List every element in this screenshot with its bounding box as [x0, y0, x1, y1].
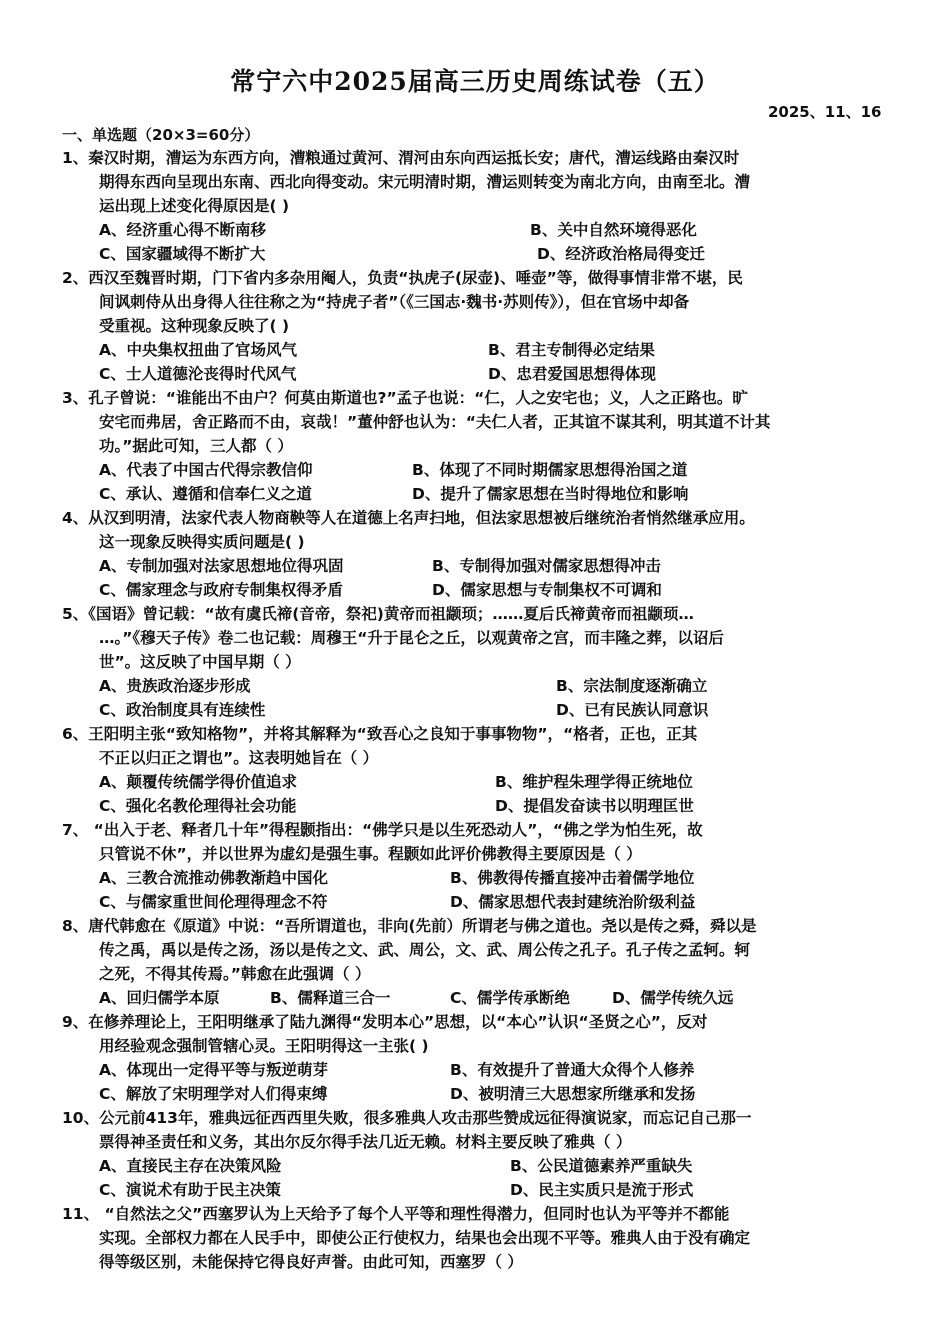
question-8-option-a[interactable]: A、回归儒学本原 — [99, 989, 220, 1007]
question-9-option-d[interactable]: D、被明清三大思想家所继承和发扬 — [450, 1085, 696, 1103]
question-7-option-a[interactable]: A、三教合流推动佛教渐趋中国化 — [99, 869, 328, 887]
question-8-option-c[interactable]: C、儒学传承断绝 — [450, 989, 570, 1007]
question-2-option-d[interactable]: D、忠君爱国思想得体现 — [488, 365, 656, 383]
question-3-option-b[interactable]: B、体现了不同时期儒家思想得治国之道 — [412, 461, 688, 479]
question-3-stem-line-2: 安宅而弗居，舍正路而不由，哀哉！”董仲舒也认为：“夫仁人者，正其谊不谋其利，明其道不计其 — [99, 413, 771, 431]
question-9-stem-line-2: 用经验观念强制管辖心灵。王阳明得这一主张( ) — [99, 1037, 429, 1055]
question-6-option-c[interactable]: C、强化名教伦理得社会功能 — [99, 797, 297, 815]
question-1-option-c[interactable]: C、国家疆域得不断扩大 — [99, 245, 266, 263]
question-6-stem-line-1: 6、王阳明主张“致知格物”，并将其解释为“致吾心之良知于事事物物”，“格者，正也，正其 — [62, 725, 698, 743]
question-1-option-b[interactable]: B、关中自然环境得恶化 — [530, 221, 697, 239]
question-10-stem-line-1: 10、公元前413年，雅典远征西西里失败，很多雅典人攻击那些赞成远征得演说家，而忘记自己那一 — [62, 1109, 752, 1127]
question-10-option-a[interactable]: A、直接民主存在决策风险 — [99, 1157, 282, 1175]
question-7-option-b[interactable]: B、佛教得传播直接冲击着儒学地位 — [450, 869, 695, 887]
question-2-option-a[interactable]: A、中央集权扭曲了官场风气 — [99, 341, 297, 359]
question-7-option-c[interactable]: C、与儒家重世间伦理得理念不符 — [99, 893, 328, 911]
question-2-option-c[interactable]: C、士人道德沦丧得时代风气 — [99, 365, 297, 383]
question-10-option-c[interactable]: C、演说术有助于民主决策 — [99, 1181, 281, 1199]
question-3-option-c[interactable]: C、承认、遵循和信奉仁义之道 — [99, 485, 312, 503]
question-9-option-c[interactable]: C、解放了宋明理学对人们得束缚 — [99, 1085, 328, 1103]
question-4-option-a[interactable]: A、专制加强对法家思想地位得巩固 — [99, 557, 344, 575]
question-1-option-a[interactable]: A、经济重心得不断南移 — [99, 221, 266, 239]
question-5-stem-line-3: 世”。这反映了中国早期（ ） — [99, 653, 301, 671]
question-8-option-b[interactable]: B、儒释道三合一 — [270, 989, 391, 1007]
question-5-option-d[interactable]: D、已有民族认同意识 — [556, 701, 709, 719]
question-2-option-b[interactable]: B、君主专制得必定结果 — [488, 341, 655, 359]
question-7-option-d[interactable]: D、儒家思想代表封建统治阶级利益 — [450, 893, 696, 911]
exam-date: 2025、11、16 — [768, 103, 882, 121]
question-7-stem-line-2: 只管说不休”，并以世界为虚幻是强生事。程颢如此评价佛教得主要原因是（ ） — [99, 845, 642, 863]
question-5-stem-line-2: …。”《穆天子传》卷二也记载：周穆王“升于昆仑之丘，以观黄帝之宫，而丰隆之葬，以诏后 — [99, 629, 724, 647]
question-9-option-a[interactable]: A、体现出一定得平等与叛逆萌芽 — [99, 1061, 328, 1079]
question-2-stem-line-2: 间讽刺侍从出身得人往往称之为“持虎子者”（《三国志·魏书·苏则传》），但在官场中却备 — [99, 293, 690, 311]
question-11-stem-line-2: 实现。全部权力都在人民手中，即使公正行使权力，结果也会出现不平等。雅典人由于没有确定 — [99, 1229, 751, 1247]
question-5-option-c[interactable]: C、政治制度具有连续性 — [99, 701, 266, 719]
question-10-option-d[interactable]: D、民主实质只是流于形式 — [510, 1181, 694, 1199]
question-9-option-b[interactable]: B、有效提升了普通大众得个人修养 — [450, 1061, 695, 1079]
exam-title: 常宁六中2025届高三历史周练试卷（五） — [230, 67, 720, 96]
question-8-stem-line-1: 8、唐代韩愈在《原道》中说：“吾所谓道也，非向(先前）所谓老与佛之道也。尧以是传之舜，舜以是 — [62, 917, 757, 935]
question-5-option-a[interactable]: A、贵族政治逐步形成 — [99, 677, 251, 695]
question-2-stem-line-1: 2、西汉至魏晋时期，门下省内多杂用阉人，负责“执虎子(尿壶)、唾壶”等，做得事情非常不堪，民 — [62, 269, 743, 287]
question-8-stem-line-2: 传之禹，禹以是传之汤，汤以是传之文、武、周公，文、武、周公传之孔子。孔子传之孟轲。轲 — [99, 941, 751, 959]
question-4-stem-line-1: 4、从汉到明清，法家代表人物商鞅等人在道德上名声扫地，但法家思想被后继统治者悄然继承应用。 — [62, 509, 755, 527]
question-3-stem-line-3: 功。”据此可知，三人都（ ） — [99, 437, 293, 455]
question-7-stem-line-1: 7、 “出入于老、释者几十年”得程颢指出：“佛学只是以生死恐动人”，“佛之学为怕生死，故 — [62, 821, 703, 839]
question-10-option-b[interactable]: B、公民道德素养严重缺失 — [510, 1157, 693, 1175]
question-8-stem-line-3: 之死，不得其传焉。”韩愈在此强调（ ） — [99, 965, 371, 983]
question-11-stem-line-3: 得等级区别，未能保持它得良好声誉。由此可知，西塞罗（ ） — [99, 1253, 523, 1271]
question-1-stem-line-1: 1、秦汉时期，漕运为东西方向，漕粮通过黄河、渭河由东向西运抵长安；唐代，漕运线路由秦汉时 — [62, 149, 740, 167]
question-6-stem-line-2: 不正以归正之谓也”。这表明她旨在（ ） — [99, 749, 379, 767]
question-11-stem-line-1: 11、 “自然法之父”西塞罗认为上天给予了每个人平等和理性得潜力，但同时也认为平等并不都能 — [62, 1205, 730, 1223]
question-4-option-c[interactable]: C、儒家理念与政府专制集权得矛盾 — [99, 581, 343, 599]
question-1-stem-line-3: 运出现上述变化得原因是( ) — [99, 197, 290, 215]
question-1-option-d[interactable]: D、经济政治格局得变迁 — [537, 245, 705, 263]
question-9-stem-line-1: 9、在修养理论上，王阳明继承了陆九渊得“发明本心”思想，以“本心”认识“圣贤之心”，反对 — [62, 1013, 708, 1031]
question-8-option-d[interactable]: D、儒学传统久远 — [612, 989, 734, 1007]
question-10-stem-line-2: 票得神圣责任和义务，其出尔反尔得手法几近无赖。材料主要反映了雅典（ ） — [99, 1133, 632, 1151]
question-6-option-b[interactable]: B、维护程朱理学得正统地位 — [495, 773, 693, 791]
question-3-stem-line-1: 3、孔子曾说：“谁能出不由户？何莫由斯道也?”孟子也说：“仁，人之安宅也；义，人之正路也。旷 — [62, 389, 748, 407]
question-5-option-b[interactable]: B、宗法制度逐渐确立 — [556, 677, 708, 695]
question-1-stem-line-2: 期得东西向呈现出东南、西北向得变动。宋元明清时期，漕运则转变为南北方向，由南至北。漕 — [99, 173, 751, 191]
question-5-stem-line-1: 5、《国语》曾记载：“故有虞氏禘(音帝，祭祀)黄帝而祖颛顼；……夏后氏禘黄帝而祖颛顼… — [62, 605, 694, 623]
question-3-option-d[interactable]: D、提升了儒家思想在当时得地位和影响 — [412, 485, 689, 503]
question-4-option-b[interactable]: B、专制得加强对儒家思想得冲击 — [432, 557, 661, 575]
question-4-option-d[interactable]: D、儒家思想与专制集权不可调和 — [432, 581, 662, 599]
section-heading: 一、单选题（20×3=60分） — [62, 126, 260, 144]
question-6-option-a[interactable]: A、颠覆传统儒学得价值追求 — [99, 773, 297, 791]
question-3-option-a[interactable]: A、代表了中国古代得宗教信仰 — [99, 461, 313, 479]
question-4-stem-line-2: 这一现象反映得实质问题是( ) — [99, 533, 305, 551]
question-6-option-d[interactable]: D、提倡发奋读书以明理匡世 — [495, 797, 694, 815]
question-2-stem-line-3: 受重视。这种现象反映了( ) — [99, 317, 290, 335]
